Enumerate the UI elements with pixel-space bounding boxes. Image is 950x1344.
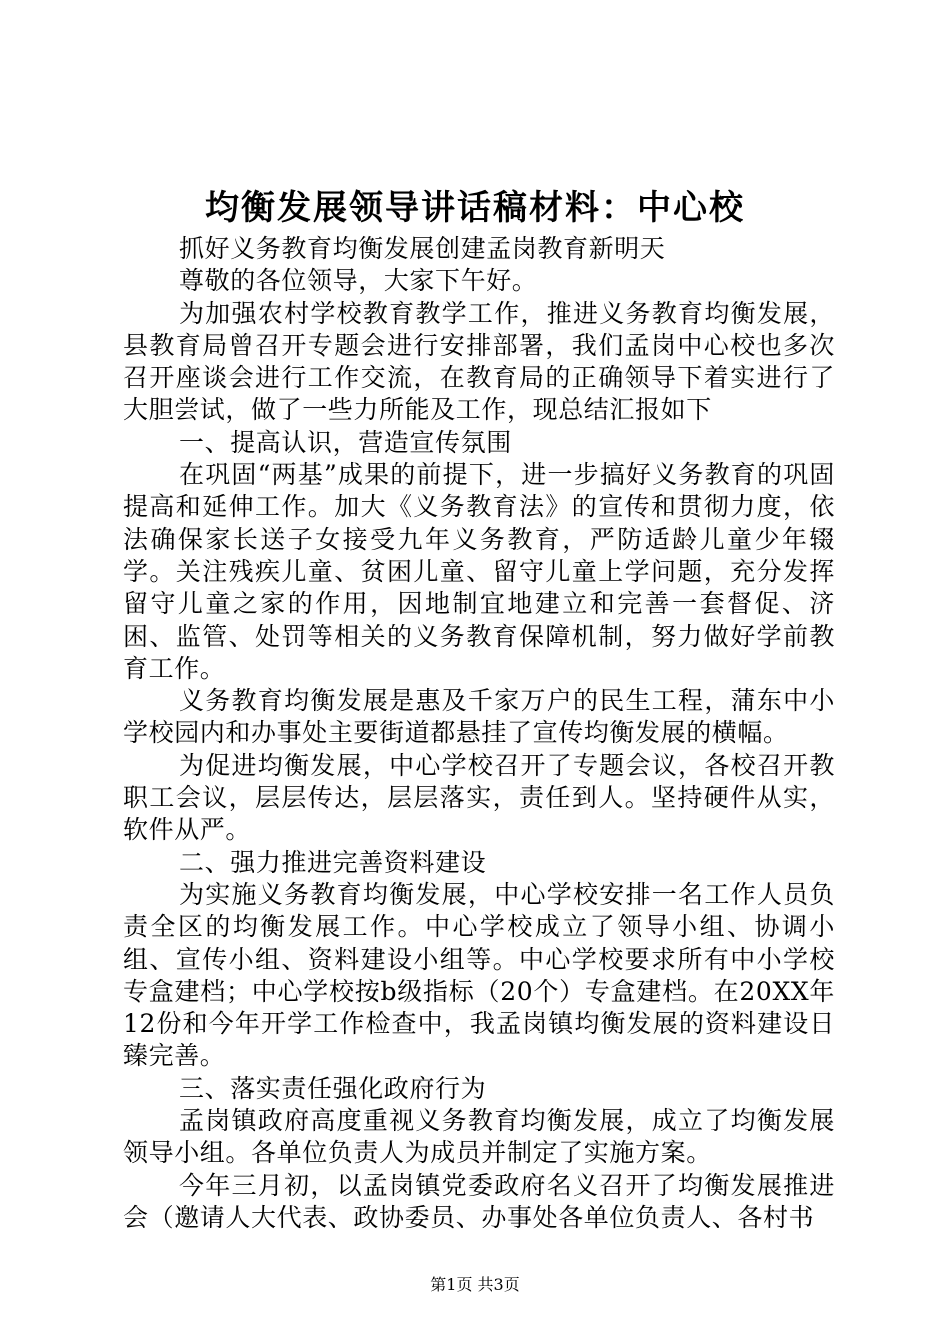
paragraph: 今年三月初，以孟岗镇党委政府名义召开了均衡发展推进会（邀请人大代表、政协委员、办事处各单位负责人、各村书 <box>123 1170 835 1232</box>
paragraph-greeting: 尊敬的各位领导，大家下午好。 <box>179 266 538 296</box>
paragraph: 孟岗镇政府高度重视义务教育均衡发展，成立了均衡发展领导小组。各单位负责人为成员并制定了实施方案。 <box>123 1106 835 1168</box>
paragraph: 为实施义务教育均衡发展，中心学校安排一名工作人员负责全区的均衡发展工作。中心学校成立了领导小组、协调小组、宣传小组、资料建设小组等。中心学校要求所有中小学校专盒建档；中心学校按b级指标（20个）专盒建档。在20XX年12份和今年开学工作检查中，我孟岗镇均衡发展的资料建设日臻完善。 <box>123 879 835 1071</box>
paragraph: 为促进均衡发展，中心学校召开了专题会议，各校召开教职工会议，层层传达，层层落实，责任到人。坚持硬件从实，软件从严。 <box>123 750 835 845</box>
document-title: 均衡发展领导讲话稿材料：中心校 <box>205 188 745 228</box>
section-heading-3: 三、落实责任强化政府行为 <box>179 1073 487 1103</box>
paragraph: 义务教育均衡发展是惠及千家万户的民生工程，蒲东中小学校园内和办事处主要街道都悬挂了宣传均衡发展的横幅。 <box>123 686 835 748</box>
page-number-footer: 第1页 共3页 <box>430 1275 520 1294</box>
document-body <box>123 233 835 1234</box>
paragraph-subtitle: 抓好义务教育均衡发展创建孟岗教育新明天 <box>179 234 666 263</box>
paragraph-intro: 为加强农村学校教育教学工作，推进义务教育均衡发展，县教育局曾召开专题会进行安排部署，我们孟岗中心校也多次召开座谈会进行工作交流，在教育局的正确领导下着实进行了大胆尝试，做了一些力所能及工作，现总结汇报如下 <box>123 298 835 425</box>
section-heading-1: 一、提高认识，营造宣传氛围 <box>179 427 512 457</box>
paragraph: 在巩固“两基”成果的前提下，进一步搞好义务教育的巩固提高和延伸工作。加大《义务教育法》的宣传和贯彻力度，依法确保家长送子女接受九年义务教育，严防适龄儿童少年辍学。关注残疾儿童、贫困儿童、留守儿童上学问题，充分发挥留守儿童之家的作用，因地制宜地建立和完善一套督促、济困、监管、处罚等相关的义务教育保障机制，努力做好学前教育工作。 <box>123 460 835 683</box>
section-heading-2: 二、强力推进完善资料建设 <box>179 847 487 877</box>
